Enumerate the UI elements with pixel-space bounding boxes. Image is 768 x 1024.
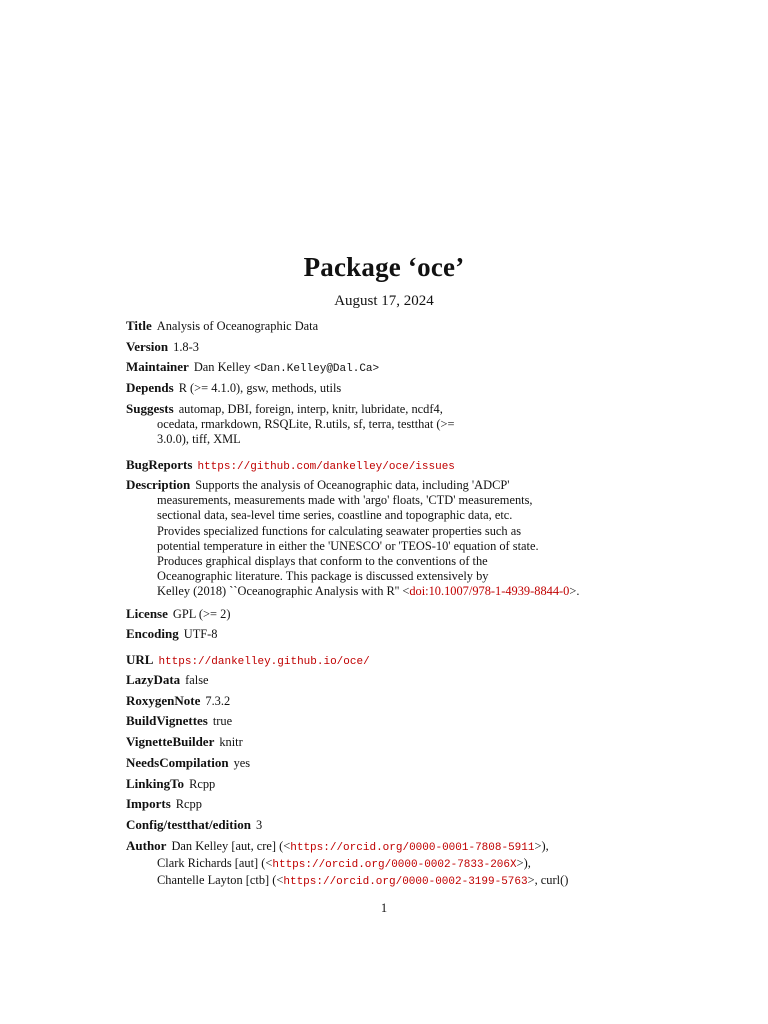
description-last-line [126, 584, 596, 599]
field-key: Imports [126, 796, 171, 811]
field-key: Encoding [126, 626, 179, 641]
description-line: Supports the analysis of Oceanographic data, including 'ADCP' [195, 478, 510, 492]
description-line: sectional data, sea-level time series, coastline and topographic data, etc. [157, 508, 513, 523]
suggests-line: ocedata, rmarkdown, RSQLite, R.utils, sf, terra, testthat (>= [157, 417, 455, 432]
field-suggests [126, 401, 596, 448]
field-value: true [212, 714, 233, 728]
field-vignettebuilder [126, 734, 596, 750]
field-roxygennote [126, 693, 596, 709]
description-text: Kelley (2018) ``Oceanographic Analysis with R'' < [157, 584, 410, 599]
orcid-link[interactable]: https://orcid.org/0000-0002-3199-5763 [283, 876, 528, 889]
field-key: URL [126, 652, 154, 667]
author-text: Clark Richards [aut] (< [157, 856, 273, 871]
author-text: >), [534, 839, 549, 853]
date: August 17, 2024 [334, 293, 434, 309]
field-maintainer [126, 359, 596, 377]
doi-link[interactable]: doi:10.1007/978-1-4939-8844-0 [409, 584, 570, 599]
author-text: >), [516, 856, 531, 871]
field-value: yes [233, 756, 251, 770]
description-line: Produces graphical displays that conform to the conventions of the [157, 554, 488, 569]
description-line: potential temperature in either the 'UNESCO' or 'TEOS-10' equation of state. [157, 538, 539, 553]
field-value: R (>= 4.1.0), gsw, methods, utils [178, 381, 342, 395]
suggests-line: 3.0.0), tiff, XML [157, 432, 241, 447]
field-encoding [126, 626, 596, 642]
field-value: knitr [219, 735, 243, 749]
field-key: Config/testthat/edition [126, 817, 251, 832]
page-number: 1 [380, 901, 388, 915]
field-value: Rcpp [189, 777, 216, 791]
description-text: >. [569, 584, 580, 599]
field-value: Rcpp [175, 797, 202, 811]
field-url [126, 652, 596, 670]
field-bugreports [126, 457, 596, 475]
maintainer-email: <Dan.Kelley@Dal.Ca> [253, 363, 380, 375]
field-key: RoxygenNote [126, 693, 201, 708]
field-needscompilation [126, 755, 596, 771]
author-text: Dan Kelley [aut, cre] (< [171, 839, 291, 853]
field-linkingto [126, 776, 596, 792]
author-line-1 [171, 839, 548, 853]
author-text: Chantelle Layton [ctb] (< [157, 873, 284, 888]
field-value: false [185, 673, 209, 687]
description-line: Oceanographic literature. This package is discussed extensively by [157, 569, 489, 584]
field-key: Author [126, 838, 167, 853]
field-title [126, 318, 596, 334]
field-key: BugReports [126, 457, 193, 472]
author-line-3 [126, 873, 596, 890]
field-value: UTF-8 [183, 627, 218, 641]
field-key: Title [126, 318, 152, 333]
field-key: Depends [126, 380, 174, 395]
author-line-2 [126, 856, 596, 873]
field-imports [126, 796, 596, 812]
field-author [126, 838, 596, 891]
field-description [126, 477, 596, 600]
field-value: Analysis of Oceanographic Data [156, 319, 319, 333]
author-text: >, curl() [527, 873, 569, 888]
orcid-link[interactable]: https://orcid.org/0000-0001-7808-5911 [290, 842, 535, 854]
field-key: NeedsCompilation [126, 755, 229, 770]
description-line: Provides specialized functions for calculating seawater properties such as [157, 523, 522, 538]
field-key: LazyData [126, 672, 181, 687]
field-value: 3 [255, 818, 263, 832]
field-key: VignetteBuilder [126, 734, 215, 749]
orcid-link[interactable]: https://orcid.org/0000-0002-7833-206X [272, 859, 517, 872]
url-link[interactable]: https://dankelley.github.io/oce/ [158, 656, 370, 668]
field-version [126, 339, 596, 355]
field-key: Maintainer [126, 359, 189, 374]
field-key: Version [126, 339, 169, 354]
field-config-testthat [126, 817, 596, 833]
field-key: License [126, 606, 168, 621]
field-value: 7.3.2 [205, 694, 231, 708]
field-key: Description [126, 477, 191, 492]
field-depends [126, 380, 596, 396]
suggests-line: automap, DBI, foreign, interp, knitr, lubridate, ncdf4, [178, 402, 443, 416]
description-line: measurements, measurements made with 'argo' floats, 'CTD' measurements, [157, 493, 533, 508]
field-key: Suggests [126, 401, 174, 416]
field-lazydata [126, 672, 596, 688]
bugreports-link[interactable]: https://github.com/dankelley/oce/issues [197, 461, 455, 473]
field-value: GPL (>= 2) [172, 607, 231, 621]
field-license [126, 606, 596, 622]
field-key: BuildVignettes [126, 713, 208, 728]
field-value: 1.8-3 [173, 340, 199, 354]
maintainer-name: Dan Kelley [193, 360, 251, 374]
field-key: LinkingTo [126, 776, 185, 791]
page-title: Package ‘oce’ [303, 252, 465, 282]
field-buildvignettes [126, 713, 596, 729]
